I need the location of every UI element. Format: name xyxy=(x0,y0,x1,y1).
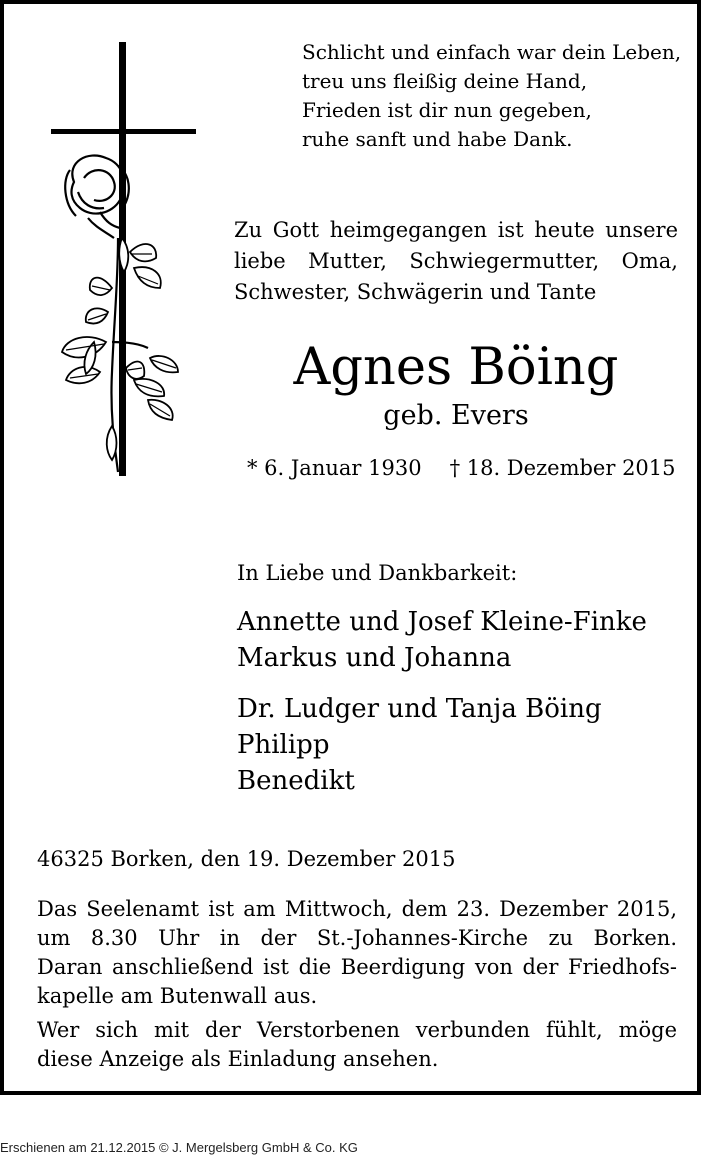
mourner-group xyxy=(237,691,602,799)
service-line: Das Seelenamt ist am Mittwoch, dem 23. Dezember 2015, xyxy=(37,897,677,921)
place-date: 46325 Borken, den 19. Dezember 2015 xyxy=(37,847,456,871)
publication-footer: Erschienen am 21.12.2015 © J. Mergelsberg GmbH & Co. KG xyxy=(0,1140,358,1155)
service-line: kapelle am Butenwall aus. xyxy=(37,984,318,1008)
service-line: um 8.30 Uhr in der St.-Johannes-Kirche zu Borken. xyxy=(37,926,677,950)
poem-line: ruhe sanft und habe Dank. xyxy=(302,127,573,151)
mourner-line: Philipp xyxy=(237,730,330,760)
birth-date: * 6. Januar 1930 xyxy=(247,456,422,480)
mourner-line: Markus und Johanna xyxy=(237,643,512,673)
mourners-heading: In Liebe und Dankbarkeit: xyxy=(237,561,518,585)
invitation-line: diese Anzeige als Einladung ansehen. xyxy=(37,1047,439,1071)
deceased-name: Agnes Böing xyxy=(293,338,619,397)
intro-line: liebe Mutter, Schwiegermutter, Oma, xyxy=(234,249,678,273)
poem-line: treu uns fleißig deine Hand, xyxy=(302,69,588,93)
invitation-text xyxy=(37,1016,677,1074)
mourner-line: Annette und Josef Kleine-Finke xyxy=(237,607,647,637)
poem-line: Frieden ist dir nun gegeben, xyxy=(302,98,592,122)
intro-line: Zu Gott heimgegangen ist heute unsere xyxy=(234,218,678,242)
mourner-line: Benedikt xyxy=(237,766,355,796)
mourner-line: Dr. Ludger und Tanja Böing xyxy=(237,694,602,724)
service-line: Daran anschließend ist die Beerdigung von der Friedhofs- xyxy=(37,955,677,979)
invitation-line: Wer sich mit der Verstorbenen verbunden fühlt, möge xyxy=(37,1018,677,1042)
mourner-group xyxy=(237,604,647,676)
poem xyxy=(302,38,681,154)
cross-with-rose-icon xyxy=(48,42,198,482)
service-info xyxy=(37,895,677,1011)
death-date: † 18. Dezember 2015 xyxy=(449,456,676,480)
intro-line: Schwester, Schwägerin und Tante xyxy=(234,280,597,304)
life-dates xyxy=(247,453,676,483)
poem-line: Schlicht und einfach war dein Leben, xyxy=(302,40,682,64)
maiden-name: geb. Evers xyxy=(383,400,529,431)
intro-text xyxy=(234,215,678,308)
